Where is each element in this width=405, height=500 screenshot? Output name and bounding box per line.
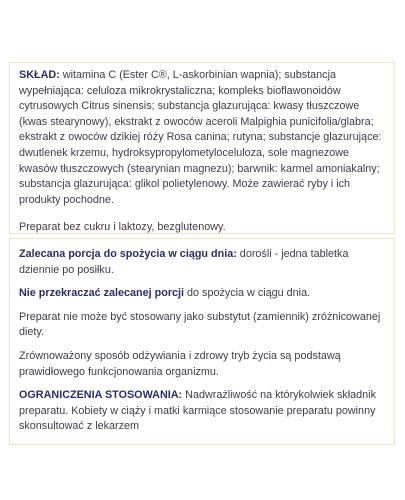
dose-text: dorośli - jedna tabletka dziennie po posiłku. [19, 248, 349, 276]
dose-paragraph [19, 247, 385, 278]
restrictions-text: Nadwrażliwość na którykolwiek składnik preparatu. Kobiety w ciąży i matki karmiące stosowanie preparatu powinny skonsultować z lekarzem [19, 389, 376, 433]
restrictions-label: OGRANICZENIA STOSOWANIA: [19, 389, 183, 402]
composition-text: witamina C (Ester C®, L-askorbinian wapnia); substancja wypełniająca: celuloza mikrokrystaliczna; kompleks bioflawonoidów cytrusowych Citrus sinensis; substancja glazurująca: kwasy tłuszczowe (kwas stearynowy), ekstrakt z owoców aceroli Malpighia punicifolia/glabra; ekstrakt z owoców dzikiej róży Rosa canina; rutyna; substancje glazurujące: dwutlenek krzemu, hydroksypropylometyloceluloza, sole magnezowe kwasów tłuszczowych (stearynian magnezu); barwnik: karmel amoniakalny; substancja glazurująca: glikol polietylenowy. Może zawierać ryby i ich produkty pochodne. [19, 69, 382, 206]
warning-text: do spożycia w ciągu dnia. [184, 287, 311, 300]
warning-label: Nie przekraczać zalecanej porcji [19, 287, 185, 300]
lifestyle-note: Zrównoważony sposób odżywiania i zdrowy tryb życia są podstawą prawidłowego funkcjonowania organizmu. [19, 349, 341, 378]
composition-panel [9, 62, 395, 234]
substitute-note: Preparat nie może być stosowany jako substytut (zamiennik) zróżnicowanej diety. [19, 310, 381, 339]
free-from-note: Preparat bez cukru i laktozy, bezglutenowy. [19, 221, 226, 234]
composition-paragraph [19, 68, 385, 208]
warning-paragraph [19, 286, 385, 302]
dose-label: Zalecana porcja do spożycia w ciągu dnia: [19, 248, 237, 260]
usage-panel [9, 238, 395, 445]
restrictions-paragraph [19, 388, 385, 435]
composition-label: SKŁAD: [19, 69, 60, 81]
